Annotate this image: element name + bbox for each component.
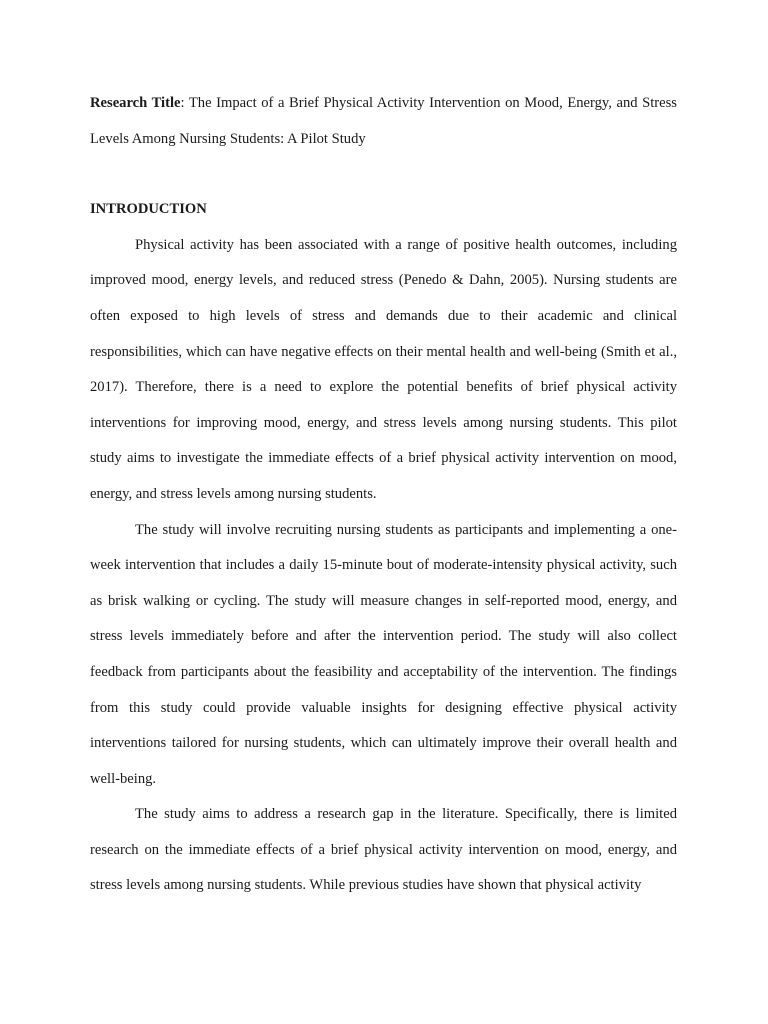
paragraph-1: Physical activity has been associated with a range of positive health outcomes, including improved mood, energy levels, and reduced stress (Penedo & Dahn, 2005). Nursing students are often exposed to high levels of stress and demands due to their academic and clinical responsibilities, which can have negative effects on their mental health and well-being (Smith et al., 2017). Therefore, there is a need to explore the potential benefits of brief physical activity interventions for improving mood, energy, and stress levels among nursing students. This pilot study aims to investigate the immediate effects of a brief physical activity intervention on mood, energy, and stress levels among nursing students. [90, 236, 677, 502]
research-title-text: : The Impact of a Brief Physical Activity Intervention on Mood, Energy, and Stress Levels Among Nursing Students: A Pilot Study [90, 95, 677, 147]
section-heading-introduction: INTRODUCTION [90, 201, 207, 218]
research-title [90, 86, 677, 157]
paragraph-2: The study will involve recruiting nursing students as participants and implementing a one-week intervention that includes a daily 15-minute bout of moderate-intensity physical activity, such as brisk walking or cycling. The study will measure changes in self-reported mood, energy, and stress levels immediately before and after the intervention period. The study will also collect feedback from participants about the feasibility and acceptability of the intervention. The findings from this study could provide valuable insights for designing effective physical activity interventions tailored for nursing students, which can ultimately improve their overall health and well-being. [90, 521, 677, 787]
document-body [90, 86, 677, 904]
research-title-label: Research Title [90, 95, 181, 111]
paragraph-3: The study aims to address a research gap in the literature. Specifically, there is limited research on the immediate effects of a brief physical activity intervention on mood, energy, and stress levels among nursing students. While previous studies have shown that physical activity [90, 806, 677, 894]
